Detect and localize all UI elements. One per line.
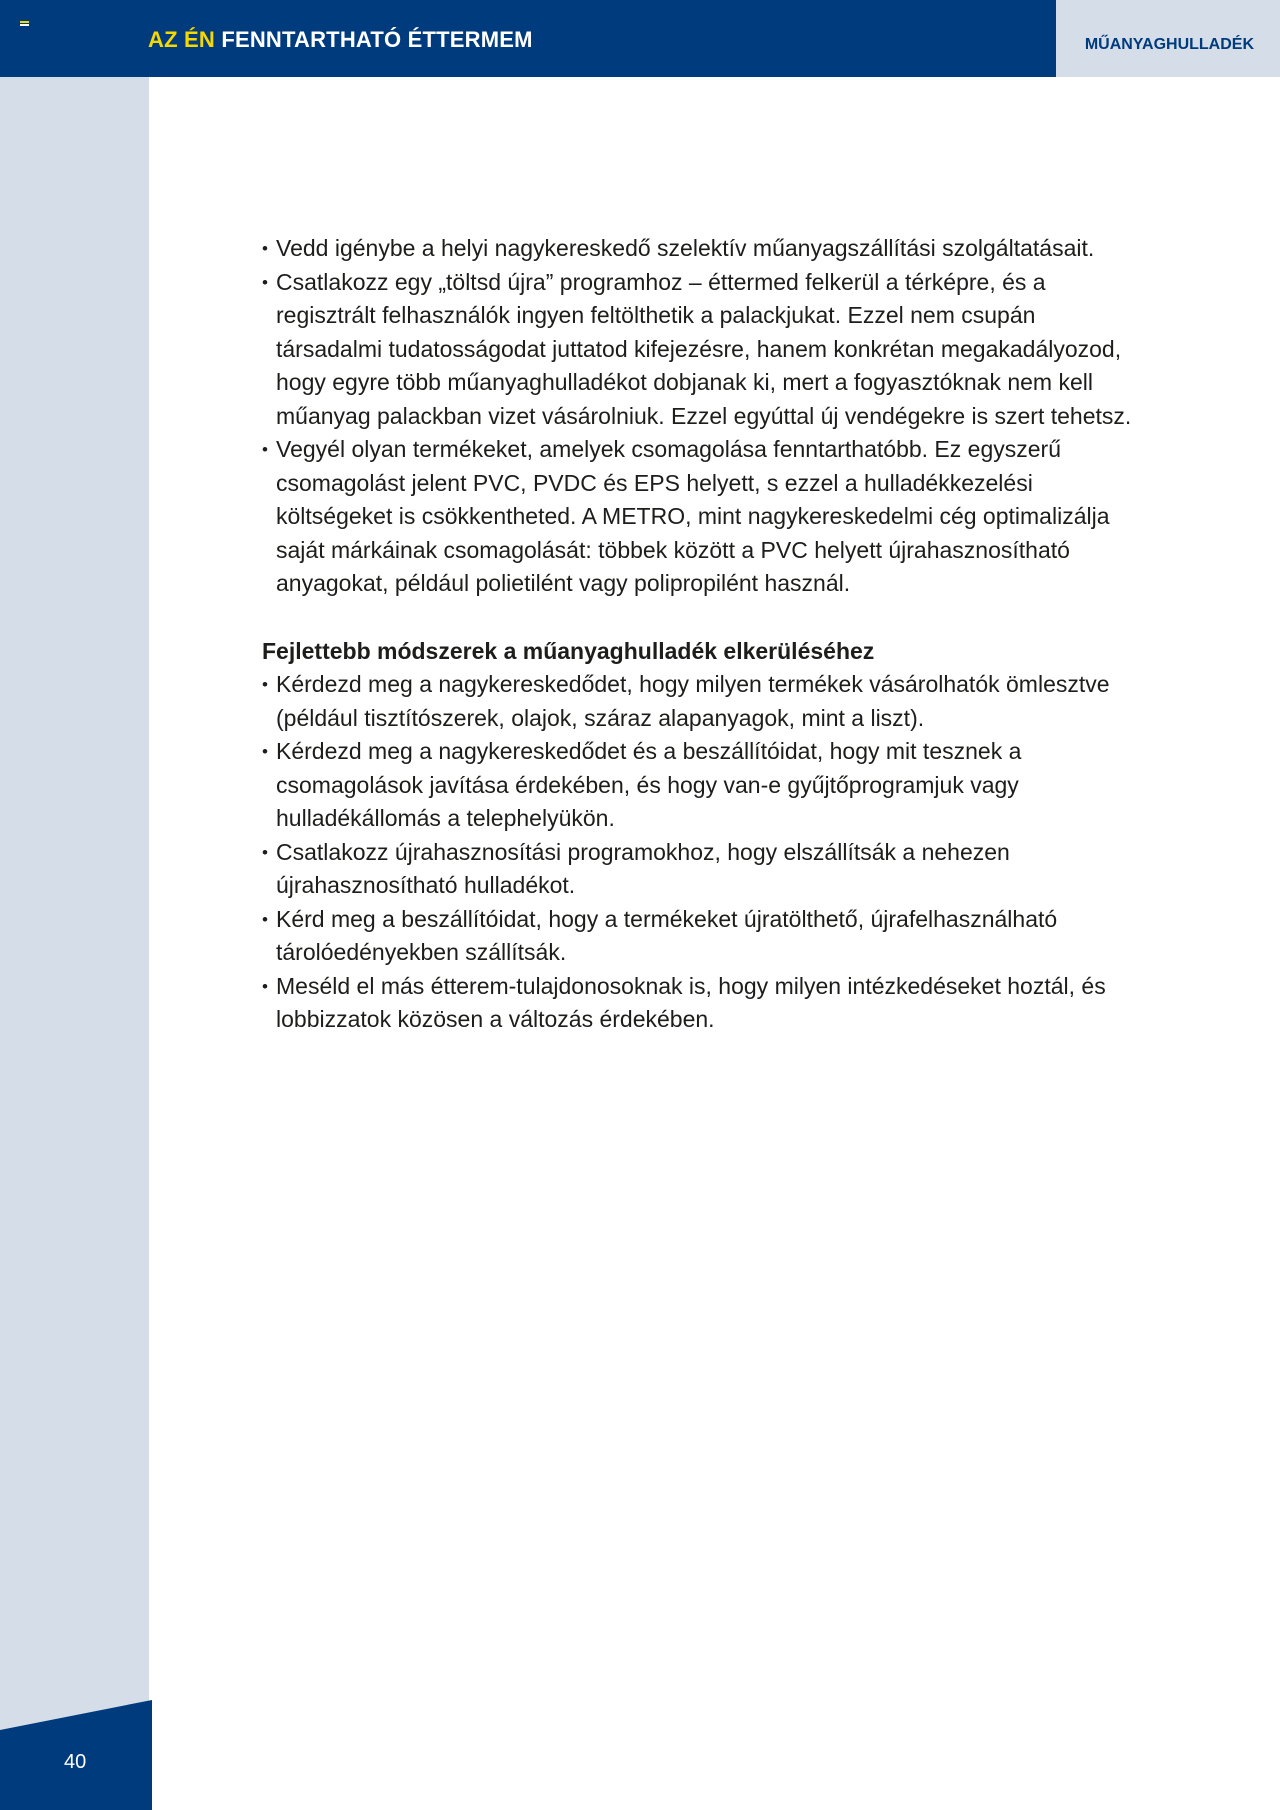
section-heading: Fejlettebb módszerek a műanyaghulladék elkerüléséhez xyxy=(262,637,875,664)
list-item: • Meséld el más étterem-tulajdonosoknak is, hogy milyen intézkedéseket hoztál, és lobbizzatok közösen a változás érdekében. xyxy=(262,970,1142,1037)
header-title xyxy=(148,27,533,53)
list-item: • Kérd meg a beszállítóidat, hogy a termékeket újratölthető, újrafelhasználható tárolóedényekben szállítsák. xyxy=(262,903,1142,970)
side-band xyxy=(0,77,149,1810)
list-item: • Csatlakozz egy „töltsd újra” programhoz – éttermed felkerül a térképre, és a regisztrált felhasználók ingyen feltölthetik a palackjukat. Ezzel nem csupán társadalmi tudatosságodat juttatod kifejezésre, hanem konkrétan megakadályozod, hogy egyre több műanyaghulladékot dobjanak ki, mert a fogyasztóknak nem kell műanyag palackban vizet vásárolniuk. Ezzel egyúttal új vendégekre is szert tehetsz. xyxy=(262,266,1142,434)
page-number: 40 xyxy=(64,1751,87,1773)
flag-icon xyxy=(20,21,29,26)
section-label: MŰANYAGHULLADÉK xyxy=(1084,36,1254,53)
header-bar xyxy=(0,0,1056,77)
header-title-accent: AZ ÉN xyxy=(148,27,215,52)
list-item: • Vegyél olyan termékeket, amelyek csomagolása fenntarthatóbb. Ez egyszerű csomagolást jelent PVC, PVDC és EPS helyett, s ezzel a hulladékkezelési költségeket is csökkentheted. A METRO, mint nagykereskedelmi cég optimalizálja saját márkáinak csomagolását: többek között a PVC helyett újrahasznosítható anyagokat, például polietilént vagy polipropilént használ. xyxy=(262,433,1142,601)
main-content xyxy=(262,232,1142,1037)
list-item: • Kérdezd meg a nagykereskedődet és a beszállítóidat, hogy mit tesznek a csomagolások javítása érdekében, és hogy van-e gyűjtőprogramjuk vagy hulladékállomás a telephelyükön. xyxy=(262,735,1142,836)
section-tab xyxy=(1056,0,1280,77)
list-item: • Vedd igénybe a helyi nagykereskedő szelektív műanyagszállítási szolgáltatásait. xyxy=(262,232,1142,266)
tips-list xyxy=(262,232,1142,601)
advanced-tips-list xyxy=(262,668,1142,1037)
header-title-rest: FENNTARTHATÓ ÉTTERMEM xyxy=(221,27,533,52)
list-item: • Csatlakozz újrahasznosítási programokhoz, hogy elszállítsák a nehezen újrahasznosítható hulladékot. xyxy=(262,836,1142,903)
list-item: • Kérdezd meg a nagykereskedődet, hogy milyen termékek vásárolhatók ömlesztve (például tisztítószerek, olajok, száraz alapanyagok, mint a liszt). xyxy=(262,668,1142,735)
